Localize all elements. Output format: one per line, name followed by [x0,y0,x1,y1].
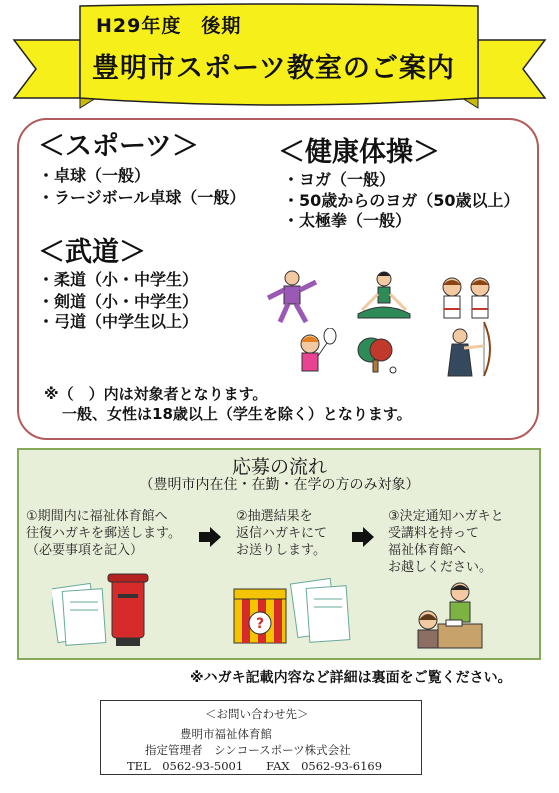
contact-phone-fax: TEL 0562-93-5001 FAX 0562-93-6169 [127,759,383,773]
health-item: ・ヨガ（一般） [283,170,396,189]
flow-title: 応募の流れ [231,456,327,478]
detail-note: ※ハガキ記載内容など詳細は裏面をご覧ください。 [190,670,512,686]
age-note: 一般、女性は18歳以上（学生を除く）となります。 [62,405,412,423]
health-heading: ＜健康体操＞ [278,137,440,168]
banner-subtitle: H29年度 後期 [96,15,242,37]
health-item: ・太極拳（一般） [283,211,412,230]
arrow-right-icon [199,527,221,547]
step3-line: ③決定通知ハガキと [388,509,504,524]
step1-line: 往復ハガキを郵送します。 [26,526,181,541]
sports-heading: ＜スポーツ＞ [38,131,199,162]
target-note: ※（ ）内は対象者となります。 [44,385,268,403]
kyudo-illustration [440,320,495,378]
sports-item: ・ラージボール卓球（一般） [38,188,246,207]
budo-item: ・柔道（小・中学生） [38,270,199,289]
lottery-box-illustration [232,575,362,653]
reception-desk-illustration [412,580,484,654]
yoga-illustration [352,270,416,322]
budo-item: ・剣道（小・中学生） [38,292,199,311]
tai-chi-illustration [262,268,322,326]
budo-item: ・弓道（中学生以上） [38,312,199,331]
step1-line: ①期間内に福祉体育館へ [26,509,168,524]
svg-text:?: ? [255,616,265,632]
budo-heading: ＜武道＞ [38,237,146,268]
badminton-illustration [292,328,342,378]
flow-subtitle: （豊明市内在住・在勤・在学の方のみ対象） [139,477,420,493]
arrow-right-icon [352,527,374,547]
step1-line: （必要事項を記入） [26,543,144,558]
contact-org: 豊明市福祉体育館 [180,727,272,741]
contact-header: ＜お問い合わせ先＞ [205,707,309,721]
health-item: ・50歳からのヨガ（50歳以上） [283,191,520,210]
step2-line: お送りします。 [236,543,326,558]
banner-title: 豊明市スポーツ教室のご案内 [92,53,455,84]
step2-line: ②抽選結果を [236,509,313,524]
contact-manager: 指定管理者 シンコースポーツ株式会社 [145,743,351,757]
step3-line: 福祉体育館へ [388,543,467,558]
table-tennis-illustration [353,334,399,376]
step2-line: 返信ハガキにて [236,526,328,541]
sports-item: ・卓球（一般） [38,166,151,185]
postcard-mailbox-illustration [52,572,162,652]
step3-line: お越しください。 [388,560,493,575]
step3-line: 受講料を持って [388,526,480,541]
